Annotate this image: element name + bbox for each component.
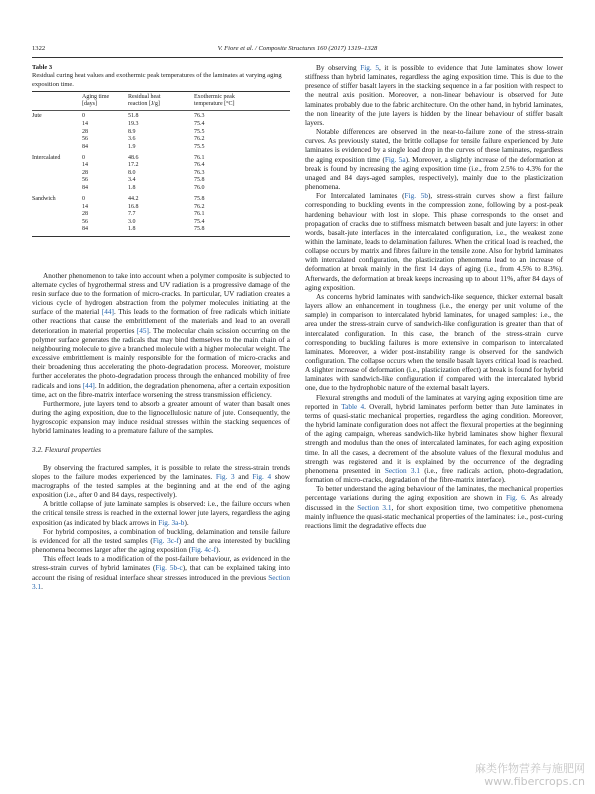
citation-link[interactable]: Fig. 5b <box>404 192 428 201</box>
aging-time-cell: 84 <box>82 143 88 150</box>
journal-citation: V. Fiore et al. / Composite Structures 160 (2017) 1319–1328 <box>217 45 378 52</box>
residual-heat-cell: 8.9 <box>128 128 136 135</box>
table-row <box>32 144 290 152</box>
aging-time-cell: 14 <box>82 121 88 128</box>
aging-time-cell: 56 <box>82 218 88 225</box>
exothermic-peak-cell: 75.4 <box>194 218 205 225</box>
table-row <box>32 162 290 170</box>
exothermic-peak-cell: 75.5 <box>194 143 205 150</box>
citation-link[interactable]: [45] <box>136 326 149 335</box>
table-row <box>32 211 290 219</box>
group-name-cell <box>32 136 82 144</box>
right-paragraph-6: To better understand the aging behaviour of the laminates, the mechanical properties percentage variations during the aging exposition are shown in Fig. 6. As already discussed in the Section 3.1, for short exposition time, two competitive phenomena mainly influence the quasi-static mechanical properties of the laminates: i.e., post-curing reactions limit the degradative effects due <box>305 485 563 530</box>
table-header-row <box>32 94 290 109</box>
citation-link[interactable]: [44] <box>82 381 95 390</box>
left-paragraph-2: Furthermore, jute layers tend to absorb a greater amount of water than basalt ones during the aging exposition, due to the lignocellulosic nature of jute. Consequently, the hygroscopic expansion may induce residual stresses within the stacking sequences of hybrid laminates leading to a premature failure of the samples. <box>32 399 290 436</box>
header-aging-time: Aging time [days] <box>82 93 110 108</box>
table-row <box>32 185 290 193</box>
group-name-cell: Sandwich <box>32 195 56 202</box>
citation-link[interactable]: Fig. 5b-c <box>155 564 183 573</box>
table-bottom-rule <box>32 236 290 237</box>
group-name-cell <box>32 177 82 185</box>
table-row <box>32 192 290 203</box>
table-row <box>32 219 290 227</box>
right-paragraph-2: Notable differences are observed in the near-to-failure zone of the stress-strain curves. As previously stated, the brittle collapse for tensile failure experienced by Jute laminates is evidenced by a single load drop in the curves of these laminates, regardless the aging exposition time (Fig. 5a). Moreover, a slightly increase of the deformation at break is found by increasing the aging exposition time (i.e., from 2.5% to 4.3% for the unaged and 84 days-aged samples, respectively), mainly due to the plasticization phenomena. <box>305 128 563 192</box>
exothermic-peak-cell: 75.8 <box>194 195 205 202</box>
group-name-cell <box>32 185 82 193</box>
right-paragraph-5: Flexural strengths and moduli of the laminates at varying aging exposition time are reported in Table 4. Overall, hybrid laminates perform better than Jute laminates in terms of quasi-static mechanical properties, regardless the aging condition. Moreover, the hybrid laminate configuration does not affect the flexural properties at the beginning of the aging campaign, whereas sandwich-like hybrid laminates show higher flexural strength and modulus than the ones of intercalated laminates, for each aging exposition time. In all the cases, a decrement of the absolute values of the flexural modulus and strength was registered and it is explained by the occurrence of the degrading phenomena presented in Section 3.1 (i.e., free radicals action, photo-degradation, formation of micro-cracks, degradation of the fibre-matrix interface). <box>305 393 563 485</box>
right-column <box>305 64 563 531</box>
table-row <box>32 129 290 137</box>
citation-link[interactable]: Section 3.1 <box>357 503 392 512</box>
table-row <box>32 113 290 121</box>
table-header-rule <box>32 110 290 111</box>
aging-time-cell: 84 <box>82 226 88 233</box>
aging-time-cell: 0 <box>82 113 85 120</box>
table-row <box>32 204 290 212</box>
citation-link[interactable]: Section 3.1 <box>32 573 290 591</box>
exothermic-peak-cell: 76.2 <box>194 203 205 210</box>
watermark-line-2: www.fibercrops.cn <box>484 775 585 788</box>
residual-heat-cell: 16.8 <box>128 203 139 210</box>
citation-link[interactable]: Fig. 5a <box>384 155 406 164</box>
aging-time-cell: 14 <box>82 203 88 210</box>
group-name-cell <box>32 226 82 234</box>
residual-heat-cell: 44.2 <box>128 195 139 202</box>
group-name-cell <box>32 211 82 219</box>
citation-link[interactable]: Fig. 4c-f <box>191 546 217 555</box>
header-rule <box>32 57 563 58</box>
header-residual-heat: Residual heat reaction [J/g] <box>128 93 161 108</box>
aging-time-cell: 0 <box>82 154 85 161</box>
running-header <box>32 43 563 55</box>
table-number: Table 3 <box>32 64 53 71</box>
right-paragraph-3: For Intercalated laminates (Fig. 5b), stress-strain curves show a first failure corresponding to buckling events in the compression zone, following by a post-peak hardening behaviour with lost in slope. This phase corresponds to the onset and propagation of cracks due to stiffness mismatch between basalt and jute layers: in other words, basalt-jute interfaces in the intercalated configuration, i.e., the weakest zone within the laminate, leads to delamination failures. When the critical load is reached, the collapse occurs by matrix and fibres failure in the tensile zone. Also for hybrid laminates with intercalated configuration, the plasticization phenomena lead to an increase of deformation at break mainly in the first 14 days of aging (i.e., from 4.5% to 8.3%). Afterwards, the deformation at break keeps increasing up to about 11%, after 84 days of aging exposition. <box>305 192 563 292</box>
right-paragraph-1: By observing Fig. 5, it is possible to evidence that Jute laminates show lower stiffness than hybrid laminates, regardless the aging exposition time. This is due to the presence of stiffer basalt layers in the stacking sequence in a far position with respect to the neutral axis position. Moreover, a non-linear behaviour is observed for Jute laminates probably due to the fabric architecture. On the other hand, in hybrid laminates, the non linearity of the jute layers is hidden by the linear behaviour of stiffer basalt layers. <box>305 64 563 127</box>
table-caption <box>32 64 290 89</box>
right-paragraph-4: As concerns hybrid laminates with sandwich-like sequence, thicker external basalt layers allow an enhancement in toughness (i.e., the energy per unit volume of the sample) in comparison to intercalated hybrid laminates, for unaged samples: i.e., the area under the stress-strain curve of sandwich-like configuration is greater than that of intercalated configuration. In this case, the branch of the stress-strain curve corresponding to buckling failures is more extensive in comparison to intercalated laminates. Moreover, a wider post-instability range is observed for the sandwich configuration. The collapse occurs when the tensile basalt layers critical load is reached. A slighter increase of deformation (i.e., plasticization effect) at break is found for hybrid laminates with sandwich-like configuration if compared with the intercalated hybrid one, due to the hydrophobic nature of the external basalt layers. <box>305 292 563 393</box>
exothermic-peak-cell: 76.3 <box>194 169 205 176</box>
group-name-cell <box>32 162 82 170</box>
left-paragraph-5: For hybrid composites, a combination of buckling, delamination and tensile failure is evidenced for all the tested samples (Fig. 3c-f) and the area interested by buckling phenomena becomes larger after the aging exposition (Fig. 4c-f). <box>32 527 290 555</box>
section-heading: 3.2. Flexural properties <box>32 445 101 454</box>
citation-link[interactable]: Fig. 6 <box>505 494 525 503</box>
site-watermark <box>475 762 585 788</box>
citation-link[interactable]: [44] <box>101 308 114 317</box>
aging-time-cell: 28 <box>82 169 88 176</box>
exothermic-peak-cell: 75.4 <box>194 121 205 128</box>
citation-link[interactable]: Fig. 3 <box>215 472 235 481</box>
exothermic-peak-cell: 76.4 <box>194 162 205 169</box>
page-number: 1322 <box>32 45 46 52</box>
citation-link[interactable]: Fig. 3a-b <box>158 518 185 527</box>
group-name-cell <box>32 219 82 227</box>
aging-time-cell: 28 <box>82 211 88 218</box>
exothermic-peak-cell: 75.8 <box>194 177 205 184</box>
aging-time-cell: 0 <box>82 195 85 202</box>
aging-time-cell: 28 <box>82 128 88 135</box>
citation-link[interactable]: Fig. 4 <box>252 472 272 481</box>
residual-heat-cell: 19.3 <box>128 121 139 128</box>
group-name-cell: Jute <box>32 113 42 120</box>
citation-link[interactable]: Fig. 5 <box>360 64 379 72</box>
citation-link[interactable]: Fig. 3c-f <box>152 536 179 545</box>
residual-heat-cell: 3.6 <box>128 136 136 143</box>
table-row <box>32 136 290 144</box>
aging-time-cell: 56 <box>82 136 88 143</box>
exothermic-peak-cell: 76.3 <box>194 113 205 120</box>
residual-heat-cell: 1.8 <box>128 184 136 191</box>
table-caption-text: Residual curing heat values and exothermic peak temperatures of the laminates at varying aging exposition time. <box>32 72 282 88</box>
left-paragraph-6: This effect leads to a modification of the post-failure behaviour, as evidenced in the stress-strain curves of hybrid laminates (Fig. 5b-c), that can be explained taking into account the rising of residual interface shear stresses introduced in the previous Section 3.1. <box>32 555 290 591</box>
residual-heat-cell: 51.8 <box>128 113 139 120</box>
table-row <box>32 177 290 185</box>
exothermic-peak-cell: 76.2 <box>194 136 205 143</box>
residual-heat-cell: 3.4 <box>128 177 136 184</box>
residual-heat-cell: 3.0 <box>128 218 136 225</box>
residual-heat-cell: 1.8 <box>128 226 136 233</box>
exothermic-peak-cell: 76.1 <box>194 154 205 161</box>
residual-heat-cell: 1.9 <box>128 143 136 150</box>
residual-heat-cell: 8.0 <box>128 169 136 176</box>
exothermic-peak-cell: 75.8 <box>194 226 205 233</box>
aging-time-cell: 56 <box>82 177 88 184</box>
group-name-cell <box>32 121 82 129</box>
group-name-cell <box>32 170 82 178</box>
left-paragraph-1: Another phenomenon to take into account when a polymer composite is subjected to alternate cycles of hygrothermal stress and UV radiation is a progressive damage of the resin surface due to the formation of micro-cracks. In particular, UV radiation creates a vicious cycle of hydrogen abstraction from the polymer molecules initiating at the surface of the material [44]. This leads to the formation of free radicals which initiate other reactions that cause the embrittlement of the materials and lead to an overall deterioration in material properties [45]. The molecular chain scission occurring on the polymer surface generates the radicals that may bind themselves to the main chain of a neighbouring molecule to give a branched molecule with a higher molecular weight. The excessive embrittlement is mainly responsible for the formation of micro-cracks and their broadening thus accelerating the photo-degradation process. Moreover, moisture further accelerates the photo-degradation process through the enhanced mobility of free radicals and ions [44]. In addition, the degradation phenomena, after a certain exposition time, act on the fibre-matrix interface worsening the stress transmission efficiency. <box>32 271 291 399</box>
left-paragraph-4: A brittle collapse of jute laminate samples is observed: i.e., the failure occurs when the critical tensile stress is reached in the external lower jute layers, regardless the aging exposition (as indicated by black arrows in Fig. 3a-b). <box>32 500 290 527</box>
table-row <box>32 121 290 129</box>
citation-link[interactable]: Table 4 <box>341 402 365 411</box>
table-row <box>32 226 290 234</box>
exothermic-peak-cell: 75.5 <box>194 128 205 135</box>
exothermic-peak-cell: 76.0 <box>194 184 205 191</box>
residual-heat-cell: 17.2 <box>128 162 139 169</box>
table-top-rule <box>32 91 290 92</box>
left-column <box>32 64 290 592</box>
group-name-cell <box>32 144 82 152</box>
table-row <box>32 170 290 178</box>
data-table <box>32 94 290 234</box>
aging-time-cell: 14 <box>82 162 88 169</box>
residual-heat-cell: 48.6 <box>128 154 139 161</box>
citation-link[interactable]: Section 3.1 <box>384 466 420 475</box>
header-empty <box>32 94 82 109</box>
header-exothermic-peak: Exothermic peak temperature [°C] <box>194 93 235 108</box>
group-name-cell <box>32 129 82 137</box>
group-name-cell: Intercalated <box>32 154 61 161</box>
left-paragraph-3: By observing the fractured samples, it is possible to relate the stress-strain trends slopes to the failure modes experienced by the laminates. Fig. 3 and Fig. 4 show macrographs of the tested samples at the beginning and at the end of the aging exposition (i.e., after 0 and 84 days, respectively). <box>32 463 291 500</box>
watermark-line-1: 麻类作物营养与施肥网 <box>475 762 585 775</box>
table-row <box>32 151 290 162</box>
aging-time-cell: 84 <box>82 184 88 191</box>
group-name-cell <box>32 204 82 212</box>
residual-heat-cell: 7.7 <box>128 211 136 218</box>
exothermic-peak-cell: 76.1 <box>194 211 205 218</box>
